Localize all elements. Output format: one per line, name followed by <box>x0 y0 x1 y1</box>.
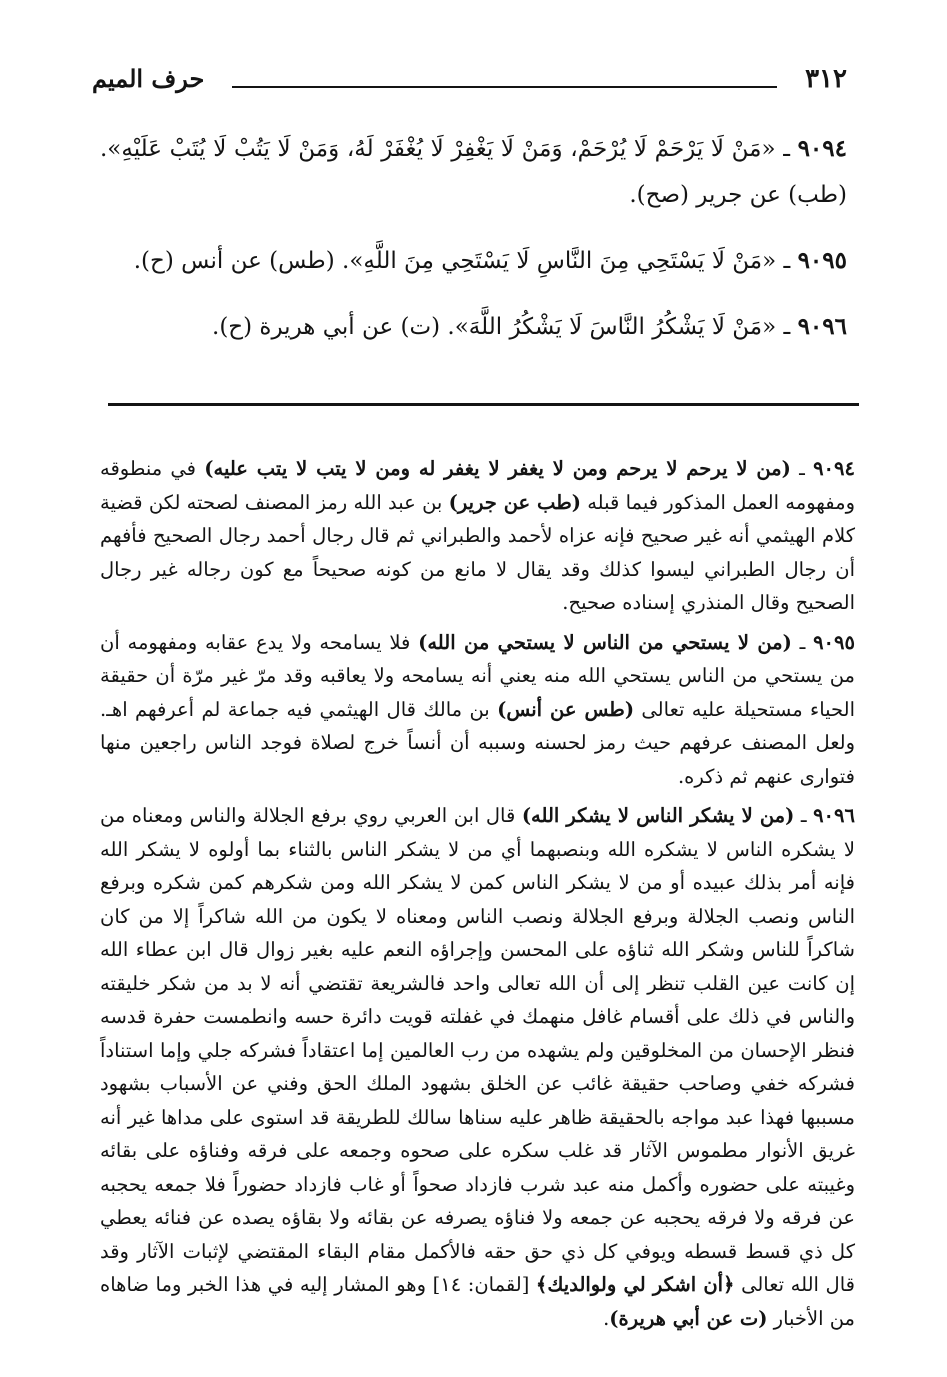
hadith-entry: ٩٠٩٤ ـ «مَنْ لَا يَرْحَمْ لَا يُرْحَمْ، وَمَنْ لَا يَغْفِرْ لَا يُغْفَرْ لَهُ، وَمَنْ لَا يَتُبْ لَا يُتَبْ عَلَيْهِ». (طب) عن جرير (صح). <box>100 135 847 208</box>
commentary-text: بن مالك قال الهيثمي فيه جماعة لم أعرفهم اهـ. ولعل المصنف عرفهم حيث رمز لحسنه وسببه أن أنساً خرج لصلاة فوجد الناس راجعين منها فتوارى عنهم ثم ذكره. <box>100 697 855 788</box>
section-divider <box>108 403 859 406</box>
commentary-text: قال ابن العربي روي برفع الجلالة والناس ومعناه من لا يشكره الناس لا يشكره الله وبنصبهما أي من لا يشكر الناس بالثناء بما أولوه لا يشكر الله فإنه أمر بذلك عبيده أو من لا يشكر الناس كمن لا يشكر الله ومن شكرهم كمن شكره وبرفع الناس ونصب الجلالة وبرفع الجلالة ونصب الناس ومعناه لا يكون من الله شاكراً إلا من كان شاكراً للناس وشكر الله ثناؤه على المحسن وإجراؤه النعم عليه بغير زوال قال ابن عطاء الله إن كانت عين القلب تنظر إلى أن الله تعالى واحد فالشريعة تقتضي أنه لا بد من شكر خليقته والناس في ذلك على أقسام غافل منهمك في غفلته قويت دائرة حسه وانطمست حفرة قدسه فنظر الإحسان من المخلوقين ولم يشهده من رب العالمين إما اعتقاداً فشركه جلي وإما استناداً فشركه خفي وصاحب حقيقة غائب عن الخلق بشهود الملك الحق وفني عن الأسباب بشهود مسببها فهذا عبد مواجه بالحقيقة ظاهر عليه سناها سالك للطريقة قد استوى على مداها غير أنه غريق الأنوار مطموس الآثار قد غلب سكره على صحوه وجمعه على فرقه وفناؤه على بقائه وغيبته على حضوره وأكمل منه عبد شرب فازداد صحواً أو غاب فازداد حضوراً فلا جمعه يحجبه عن فرقه ولا فرقه يحجبه عن جمعه ولا فناؤه يصرفه عن بقائه ولا بقاؤه يصده عن فنائه يعطي كل ذي قسط قسطه ويوفي كل ذي حق حقه فالأكمل مقام البقاء المقتضي لإثبات الآثار وقد قال الله تعالى <box>100 804 855 1296</box>
page-number: ٣١٢ <box>805 64 847 94</box>
commentary-heading: (من لا يشكر الناس لا يشكر الله) <box>521 804 795 827</box>
commentary-heading: (من لا يستحي من الناس لا يستحي من الله) <box>418 630 792 654</box>
hadith-text: «مَنْ لَا يَسْتَحِي مِنَ النَّاسِ لَا يَسْتَحِي مِنَ اللَّهِ». (طس) عن أنس (ح). <box>133 248 777 274</box>
commentary-source: (طب عن جرير) <box>448 490 581 514</box>
commentary-source: (طس عن أنس) <box>497 697 635 721</box>
commentary-entry: ٩٠٩٥ ـ (من لا يستحي من الناس لا يستحي من الله) فلا يسامحه ولا يدع عقابه ومفهومه أن من يستحي من الناس يستحي الله منه يعني أنه يسامحه ولا يعاقبه وقد مرّ غير مرّة أن حقيقة الحياء مستحيلة عليه تعالى (طس عن أنس) بن مالك قال الهيثمي فيه جماعة لم أعرفهم اهـ. ولعل المصنف عرفهم حيث رمز لحسنه وسببه أن أنساً خرج لصلاة فوجد الناس راجعين منها فتوارى عنهم ثم ذكره. <box>100 630 855 788</box>
commentary-number: ٩٠٩٤ <box>813 457 855 480</box>
hadith-entry: ٩٠٩٦ ـ «مَنْ لَا يَشْكُرُ النَّاسَ لَا يَشْكُرُ اللَّهَ». (ت) عن أبي هريرة (ح). <box>212 313 847 340</box>
hadith-number: ٩٠٩٤ <box>797 135 847 162</box>
commentary-entry: ٩٠٩٤ ـ (من لا يرحم لا يرحم ومن لا يغفر لا يغفر له ومن لا يتب لا يتب عليه) في منطوقه ومفهومه العمل المذكور فيما قبله (طب عن جرير) بن عبد الله رمز المصنف لصحته لكن قضية كلام الهيثمي أنه غير صحيح فإنه عزاه لأحمد والطبراني ثم قال رجال أحمد رجال الصحيح فأفهم أن رجال الطبراني ليسوا كذلك وقد يقال لا مانع من كونه صحيحاً مع كون رجاله غير رجال الصحيح وقال المنذري إسناده صحيح. <box>100 457 855 614</box>
commentary-heading: (من لا يرحم لا يرحم ومن لا يغفر لا يغفر له ومن لا يتب لا يتب عليه) <box>204 457 791 480</box>
commentary-number: ٩٠٩٦ <box>813 804 855 827</box>
hadith-number: ٩٠٩٥ <box>797 247 847 274</box>
chapter-title: حرف الميم <box>92 64 205 93</box>
header-rule <box>232 86 777 88</box>
hadith-text-block <box>100 126 847 370</box>
hadith-text: «مَنْ لَا يَشْكُرُ النَّاسَ لَا يَشْكُرُ اللَّهَ». (ت) عن أبي هريرة (ح). <box>212 314 777 340</box>
commentary-text: فلا يسامحه ولا يدع عقابه ومفهومه أن من يستحي من الناس يستحي الله منه يعني أنه يسامحه ولا يعاقبه وقد مرّ غير مرّة أن حقيقة الحياء مستحيلة عليه تعالى <box>100 630 855 721</box>
hadith-entry: ٩٠٩٥ ـ «مَنْ لَا يَسْتَحِي مِنَ النَّاسِ لَا يَسْتَحِي مِنَ اللَّهِ». (طس) عن أنس (ح). <box>133 247 847 274</box>
hadith-number: ٩٠٩٦ <box>797 313 847 340</box>
commentary-number: ٩٠٩٥ <box>813 630 855 654</box>
commentary-text: في منطوقه ومفهومه العمل المذكور فيما قبله <box>100 457 855 514</box>
commentary-text: [لقمان: ١٤] وهو المشار إليه في هذا الخبر وما ضاهاه من الأخبار <box>100 1273 855 1330</box>
commentary-entry: ٩٠٩٦ ـ (من لا يشكر الناس لا يشكر الله) قال ابن العربي روي برفع الجلالة والناس ومعناه من لا يشكره الناس لا يشكره الله وبنصبهما أي من لا يشكر الناس بالثناء بما أولوه لا يشكر الله فإنه أمر بذلك عبيده أو من لا يشكر الناس كمن لا يشكر الله ومن شكرهم كمن شكره وبرفع الناس ونصب الجلالة وبرفع الجلالة ونصب الناس ومعناه لا يكون من الله شاكراً إلا من كان شاكراً للناس وشكر الله ثناؤه على المحسن وإجراؤه النعم عليه بغير زوال قال ابن عطاء الله إن كانت عين القلب تنظر إلى أن الله تعالى واحد فالشريعة تقتضي أنه لا بد من شكر خليقته والناس في ذلك على أقسام غافل منهمك في غفلته قويت دائرة حسه وانطمست حفرة قدسه فنظر الإحسان من المخلوقين ولم يشهده من رب العالمين إما اعتقاداً فشركه جلي وإما استناداً فشركه خفي وصاحب حقيقة غائب عن الخلق بشهود الملك الحق وفني عن الأسباب بشهود مسببها فهذا عبد مواجه بالحقيقة ظاهر عليه سناها سالك للطريقة قد استوى على مداها غير أنه غريق الأنوار مطموس الآثار قد غلب سكره على صحوه وجمعه على فرقه وفناؤه على بقائه وغيبته على حضوره وأكمل منه عبد شرب فازداد صحواً أو غاب فازداد حضوراً فلا جمعه يحجبه عن فرقه ولا فرقه يحجبه عن جمعه ولا فناؤه يصرفه عن بقائه ولا بقاؤه يصده عن فنائه يعطي كل ذي قسط قسطه ويوفي كل ذي حق حقه فالأكمل مقام البقاء المقتضي لإثبات الآثار وقد قال الله تعالى ﴿أن اشكر لي ولوالديك﴾ [لقمان: ١٤] وهو المشار إليه في هذا الخبر وما ضاهاه من الأخبار (ت عن أبي هريرة). <box>100 804 855 1330</box>
quran-quote: ﴿أن اشكر لي ولوالديك﴾ <box>535 1273 735 1296</box>
commentary-block <box>100 452 855 1341</box>
hadith-text: «مَنْ لَا يَرْحَمْ لَا يُرْحَمْ، وَمَنْ لَا يَغْفِرْ لَا يُغْفَرْ لَهُ، وَمَنْ لَا يَتُبْ لَا يُتَبْ عَلَيْهِ». (طب) عن جرير (صح). <box>100 136 847 208</box>
commentary-source: (ت عن أبي هريرة) <box>609 1306 768 1330</box>
commentary-text: . <box>603 1306 610 1330</box>
commentary-text: بن عبد الله رمز المصنف لصحته لكن قضية كلام الهيثمي أنه غير صحيح فإنه عزاه لأحمد والطبراني ثم قال رجال أحمد رجال الصحيح فأفهم أن رجال الطبراني ليسوا كذلك وقد يقال لا مانع من كونه صحيحاً مع كون رجاله غير رجال الصحيح وقال المنذري إسناده صحيح. <box>100 490 855 614</box>
page-header <box>92 62 847 106</box>
